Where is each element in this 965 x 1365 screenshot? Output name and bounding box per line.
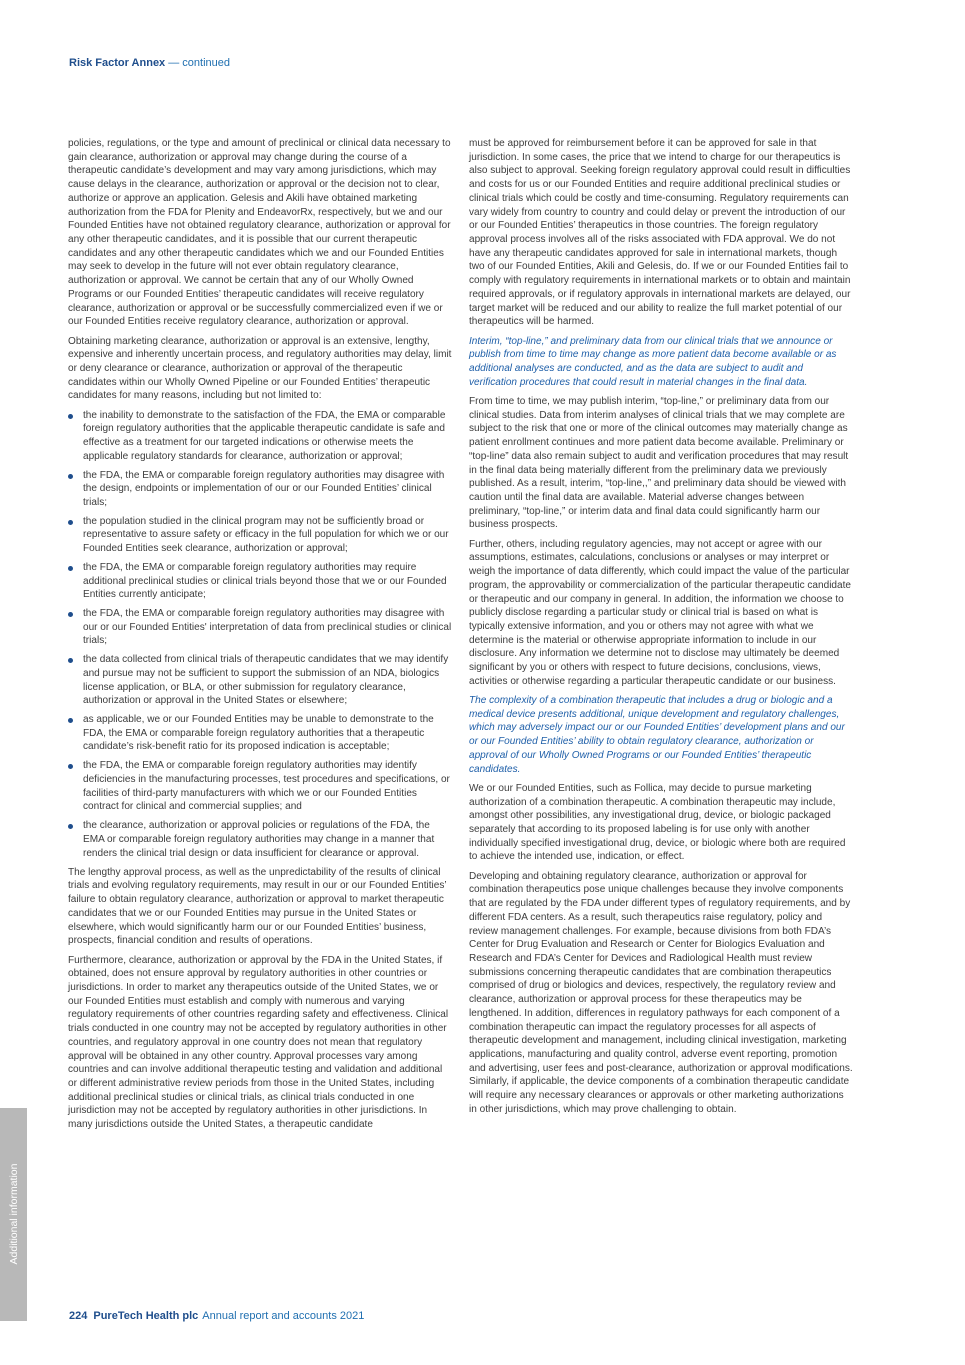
header-title: Risk Factor Annex bbox=[69, 57, 166, 69]
paragraph: From time to time, we may publish interim, “top-line,” or preliminary data from our clinical studies. Data from interim analyses of clinical trials that we may complete are subject to the risk that one or more of the clinical outcomes may materially change as patient enrollment continues and more patient data become available. Preliminary or “top-line” data also remain subject to audit and verification procedures that may result in the final data being materially different from the preliminary data we previously published. As a result, interim, “top-line,,” and preliminary data should be viewed with caution until the final data are available. Material adverse changes between preliminary, “top-line,” or interim data and final data could significantly harm our business prospects. bbox=[469, 395, 849, 531]
paragraph: Obtaining marketing clearance, authorization or approval is an extensive, lengthy, expensive and inherently uncertain process, and regulatory authorities may delay, limit or deny clearance or clearance, authorization or approval of the therapeutic candidates within our Wholly Owned Pipeline or our Founded Entities’ therapeutic candidates for many reasons, including but not limited to: bbox=[68, 335, 452, 402]
right-column bbox=[469, 137, 853, 1122]
list-item bbox=[68, 819, 452, 860]
bullet-list bbox=[68, 409, 452, 861]
bullet-icon bbox=[68, 658, 73, 663]
bullet-icon bbox=[68, 612, 73, 617]
bullet-icon bbox=[68, 566, 73, 571]
list-item bbox=[68, 713, 452, 754]
paragraph: must be approved for reimbursement before it can be approved for sale in that jurisdiction. In some cases, the price that we intend to charge for our therapeutics is also subject to approval. Seeking foreign regulatory approval could result in difficulties and costs for us or our Founded Entities and require additional preclinical studies or clinical trials which could be costly and time-consuming. Regulatory requirements can vary widely from country to country and could delay or prevent the introduction of our or our Founded Entities’ therapeutics in those countries. The foreign regulatory approval process involves all of the risks associated with FDA approval. We do not have any therapeutic candidates approved for sale in international markets, though two of our Founded Entities, Akili and Gelesis, do. If we or our Founded Entities fail to comply with regulatory requirements in international markets or to obtain and maintain required approvals, or if regulatory approvals in international markets are delayed, our target market will be reduced and our ability to realize the full market potential of our therapeutics will be harmed. bbox=[469, 138, 851, 328]
section-heading: The complexity of a combination therapeutic that includes a drug or biologic and a medical device presents additional, unique development and regulatory challenges, which may adversely impact our or our Founded Entities’ development plans and our or our Founded Entities’ ability to obtain regulatory clearance, authorization or approval of our Wholly Owned Programs or our Founded Entities’ therapeutic candidates. bbox=[469, 695, 845, 775]
bullet-icon bbox=[68, 824, 73, 829]
header-continued: — continued bbox=[165, 57, 231, 69]
bullet-icon bbox=[68, 520, 73, 525]
paragraph: The lengthy approval process, as well as the unpredictability of the results of clinical trials and evolving regulatory requirements, may result in our or our Founded Entities’ failure to obtain regulatory clearance, authorization or approval to market therapeutic candidates that we or our Founded Entities may pursue in the United States or elsewhere, which would significantly harm our or our Founded Entities’ business, prospects, financial condition and results of operations. bbox=[68, 866, 447, 947]
paragraph: Developing and obtaining regulatory clearance, authorization or approval for combination therapeutics pose unique challenges because they involve components that are regulated by the FDA under different types of regulatory requirements, and by different FDA centers. As a result, such therapeutics raise regulatory, policy and review management challenges. For example, because divisions from both FDA’s Center for Drug Evaluation and Research or Center for Biologics Evaluation and Research and FDA’s Center for Devices and Radiological Health must review submissions concerning therapeutic candidates that are combination therapeutics comprised of drug or biologics and devices, respectively, the regulatory review and clearance, authorization or approval process for these therapeutics may be lengthened. In addition, differences in regulatory pathways for each component of a combination therapeutic can impact the regulatory processes for all aspects of therapeutic development and management, including clinical investigation, marketing applications, manufacturing and quality control, adverse event reporting, promotion and advertising, user fees and post-clearance, authorization or approval modifications. Similarly, if applicable, the device components of a combination therapeutic candidate will require any necessary clearances or approvals or other marketing authorizations in other jurisdictions, which may prove challenging to obtain. bbox=[469, 870, 853, 1115]
paragraph: policies, regulations, or the type and amount of preclinical or clinical data necessary to gain clearance, authorization or approval may change during the course of a therapeutic candidate’s development and may vary among jurisdictions, which may cause delays in the clearance, authorization or approval or the decision not to clear, authorize or approve an application. Gelesis and Akili have obtained marketing authorization from the FDA for Plenity and EndeavorRx, respectively, but we and our Founded Entities have not obtained regulatory clearance, authorization or approval for any other therapeutic candidates, and it is possible that our current therapeutic candidates and any other therapeutic candidates which we and our Founded Entities may seek to develop in the future will not ever obtain regulatory clearance, authorization or approval. We cannot be certain that any of our Wholly Owned Programs or our Founded Entities’ therapeutic candidates will receive regulatory clearance, authorization or approval or be successfully commercialized even if we or our Founded Entities receive regulatory clearance, authorization or approval. bbox=[68, 138, 451, 328]
section-side-tab[interactable] bbox=[0, 1108, 27, 1321]
company-name: PureTech Health plc bbox=[93, 1310, 199, 1322]
paragraph: We or our Founded Entities, such as Follica, may decide to pursue marketing authorization of a combination therapeutic. A combination therapeutic may include, amongst other possibilities, any investigational drug, device, or biologic packaged separately that according to its proposed labeling is for use only with another individually specified investigational drug, device, or biologic where both are required to achieve the intended use, indication, or effect. bbox=[469, 782, 846, 863]
list-item bbox=[68, 653, 452, 708]
list-item-text: the FDA, the EMA or comparable foreign regulatory authorities may disagree with our or our Founded Entities' interpretation of data from preclinical studies or clinical trials; bbox=[83, 608, 452, 647]
list-item-text: the population studied in the clinical program may not be sufficiently broad or representative to assure safety or efficacy in the full population for which we or our Founded Entities seek clearance, authorization or approval; bbox=[83, 515, 449, 555]
paragraph: Further, others, including regulatory agencies, may not accept or agree with our assumptions, estimates, calculations, conclusions or analyses or may interpret or weigh the importance of data differently, which could impact the value of the particular program, the approvability or commercialization of the particular therapeutic candidate or therapeutic and our company in general. In addition, the information we choose to publicly disclose regarding a particular study or clinical trial is based on what is typically extensive information, and you or others may not agree with what we determine is the material or otherwise appropriate information to include in our disclosure. Any information we determine not to disclose may ultimately be deemed significant by you or others with respect to future decisions, conclusions, views, activities or otherwise regarding a particular therapeutic candidate or our business. bbox=[469, 538, 851, 687]
bullet-icon bbox=[68, 474, 73, 479]
running-header bbox=[69, 57, 230, 69]
list-item-text: the data collected from clinical trials of therapeutic candidates that we may identify and pursue may not be sufficient to support the submission of an NDA, biologics license application, or BLA, or other submission for regulatory clearance, authorization or approval in the United States or elsewhere; bbox=[83, 654, 449, 707]
report-name: Annual report and accounts 2021 bbox=[202, 1310, 365, 1322]
list-item-text: the clearance, authorization or approval policies or regulations of the FDA, the EMA or comparable foreign regulatory authorities may change in a manner that renders the clinical trial design or data insufficient for clearance or approval. bbox=[83, 820, 435, 859]
list-item bbox=[68, 469, 452, 510]
bullet-icon bbox=[68, 414, 73, 419]
bullet-icon bbox=[68, 764, 73, 769]
bullet-icon bbox=[68, 718, 73, 723]
list-item-text: the FDA, the EMA or comparable foreign regulatory authorities may require additional preclinical studies or clinical trials beyond those that we or our Founded Entities currently anticipate; bbox=[83, 561, 447, 601]
list-item-text: the FDA, the EMA or comparable foreign regulatory authorities may disagree with the design, endpoints or implementation of our or our Founded Entities’ clinical trials; bbox=[83, 469, 445, 508]
list-item-text: the inability to demonstrate to the satisfaction of the FDA, the EMA or comparable foreign regulatory authorities that the applicable therapeutic candidate is safe and effective as a treatment for our targeted indications or otherwise meets the applicable regulatory standards for clearance, authorization or approval; bbox=[83, 409, 446, 462]
list-item-text: the FDA, the EMA or comparable foreign regulatory authorities may identify deficiencies in the manufacturing processes, test procedures and specifications, or facilities of third-party manufacturers with which we or our Founded Entities contract for clinical and commercial supplies; and bbox=[83, 760, 450, 813]
list-item bbox=[68, 409, 452, 464]
list-item bbox=[68, 515, 452, 556]
list-item bbox=[68, 561, 452, 602]
side-tab-label: Additional information bbox=[8, 1163, 20, 1265]
page-number: 224 bbox=[69, 1310, 88, 1322]
left-column bbox=[68, 137, 452, 1137]
page-footer bbox=[69, 1310, 364, 1322]
list-item-text: as applicable, we or our Founded Entities may be unable to demonstrate to the FDA, the EMA or comparable foreign regulatory authorities that a therapeutic candidate’s risk-benefit ratio for its proposed indication is acceptable; bbox=[83, 714, 434, 753]
section-heading: Interim, “top-line,” and preliminary data from our clinical trials that we announce or publish from time to time may change as more patient data become available or as additional analyses are conducted, and as the data are subject to audit and verification procedures that could result in material changes in the final data. bbox=[469, 335, 837, 388]
list-item bbox=[68, 759, 452, 814]
list-item bbox=[68, 607, 452, 648]
paragraph: Furthermore, clearance, authorization or approval by the FDA in the United States, if obtained, does not ensure approval by regulatory authorities in other countries or jurisdictions. In order to market any therapeutics outside of the United States, we or our Founded Entities must establish and comply with numerous and varying regulatory requirements of other countries regarding safety and effectiveness. Clinical trials conducted in one country may not be accepted by regulatory authorities in other countries, and regulatory approval in one country does not mean that regulatory approval will be obtained in any other country. Approval processes vary among countries and can involve additional therapeutic testing and validation and additional or different administrative review periods from those in the United States, including additional preclinical studies or clinical trials, as clinical trials conducted in one jurisdiction may not be accepted by regulatory authorities in other jurisdictions. In many jurisdictions outside the United States, a therapeutic candidate bbox=[68, 954, 449, 1131]
